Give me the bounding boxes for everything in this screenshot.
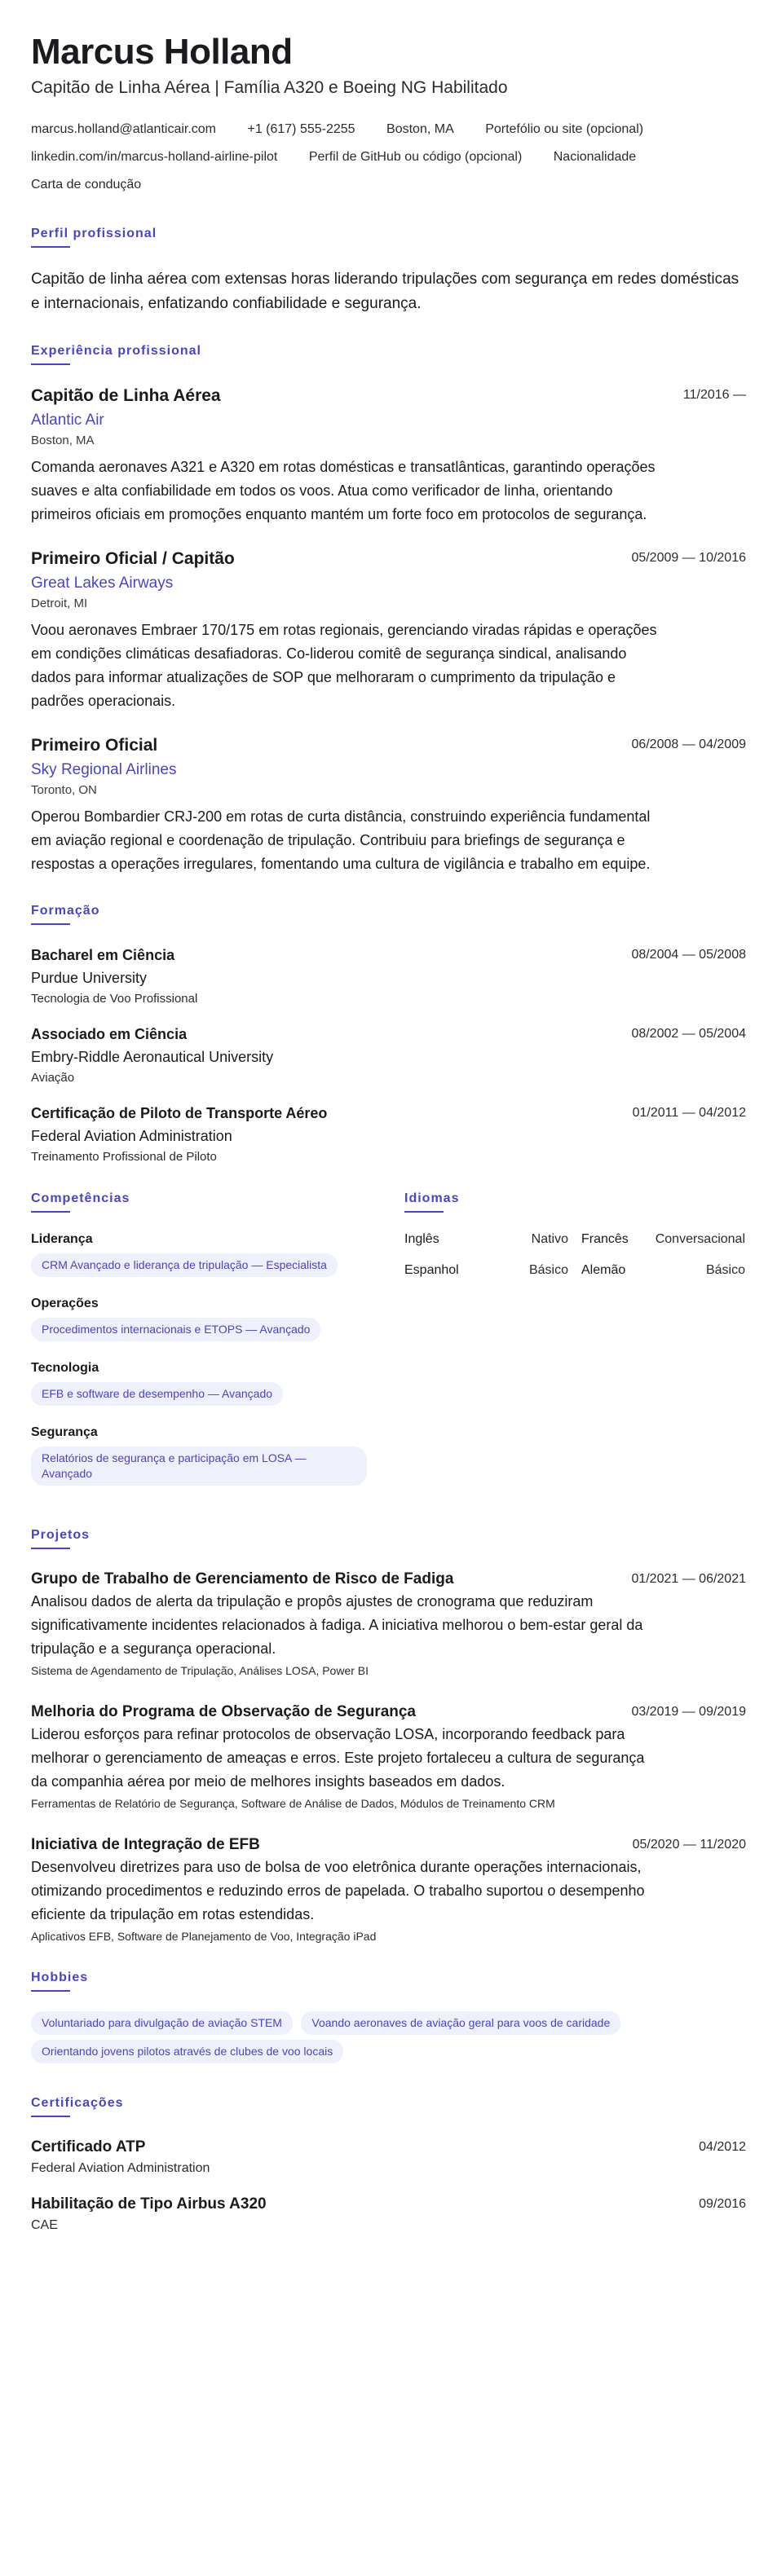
language-item: [581, 1263, 745, 1278]
language-name: Espanhol: [404, 1263, 459, 1277]
project-keywords: Ferramentas de Relatório de Segurança, Software de Análise de Dados, Módulos de Treinamento CRM: [31, 1797, 555, 1810]
skill-group-name: Segurança: [31, 1425, 98, 1439]
education-entry: [31, 1103, 746, 1164]
projects-section: [31, 1528, 746, 1943]
project-dates: 03/2019 — 09/2019: [631, 1705, 746, 1719]
certification-name: Certificado ATP: [31, 2138, 146, 2155]
language-level: Nativo: [531, 1232, 568, 1246]
project-keywords: Aplicativos EFB, Software de Planejamento de Voo, Integração iPad: [31, 1930, 377, 1943]
experience-location: Toronto, ON: [31, 783, 97, 797]
section-title: Experiência profissional: [31, 344, 201, 358]
education-dates: 08/2002 — 05/2004: [631, 1027, 746, 1041]
language-item: [581, 1232, 745, 1247]
contact-location: Boston, MA: [386, 122, 454, 136]
project-dates: 05/2020 — 11/2020: [632, 1838, 746, 1852]
contact-portfolio[interactable]: Portefólio ou site (opcional): [485, 122, 644, 136]
language-item: [404, 1232, 568, 1247]
skills-section: [31, 1191, 372, 1500]
experience-location: Detroit, MI: [31, 597, 88, 610]
education-school: Embry-Riddle Aeronautical University: [31, 1049, 274, 1065]
experience-description: Comanda aeronaves A321 e A320 em rotas domésticas e transatlânticas, garantindo operações suaves e alta confiabilidade em todos os voos. Atua como verificador de linha, orientando primeiros oficiais em promoções enquanto mantém um forte foco em protocolos de segurança.: [31, 459, 656, 522]
skill-group: [31, 1232, 372, 1282]
experience-company: Great Lakes Airways: [31, 575, 174, 592]
skill-group: [31, 1361, 372, 1411]
project-keywords: Sistema de Agendamento de Tripulação, Análises LOSA, Power BI: [31, 1664, 369, 1677]
summary-section: [31, 227, 746, 316]
section-title: Idiomas: [404, 1191, 460, 1205]
project-dates: 01/2021 — 06/2021: [631, 1572, 746, 1586]
section-divider: [31, 923, 70, 925]
skill-group: [31, 1297, 372, 1346]
experience-entry: [31, 734, 746, 876]
contact-github[interactable]: Perfil de GitHub ou código (opcional): [308, 150, 523, 164]
hobby-chip: Voluntariado para divulgação de aviação STEM: [31, 2011, 293, 2035]
education-degree: Associado em Ciência: [31, 1026, 188, 1042]
education-degree: Bacharel em Ciência: [31, 947, 175, 963]
hobby-chip: Orientando jovens pilotos através de clubes de voo locais: [31, 2040, 343, 2063]
education-area: Tecnologia de Voo Profissional: [31, 992, 198, 1006]
candidate-headline: Capitão de Linha Aérea | Família A320 e Boeing NG Habilitado: [31, 78, 508, 97]
skill-chip: EFB e software de desempenho — Avançado: [31, 1382, 283, 1406]
language-level: Conversacional: [655, 1232, 745, 1246]
contact-email[interactable]: marcus.holland@atlanticair.com: [31, 122, 217, 136]
experience-role: Capitão de Linha Aérea: [31, 386, 221, 405]
language-name: Alemão: [581, 1263, 626, 1277]
skill-group-name: Tecnologia: [31, 1361, 99, 1375]
section-divider: [404, 1211, 444, 1213]
experience-section: [31, 344, 746, 876]
certification-issuer: Federal Aviation Administration: [31, 2161, 210, 2175]
certification-date: 09/2016: [699, 2197, 746, 2211]
section-divider: [31, 246, 70, 248]
section-title: Projetos: [31, 1528, 91, 1542]
project-description: Desenvolveu diretrizes para uso de bolsa de voo eletrônica durante operações internacionais, otimizando procedimentos e reduzindo erros de papelada. O trabalho suportou o desempenho eficiente da tripulação em rotas estendidas.: [31, 1859, 645, 1922]
experience-location: Boston, MA: [31, 434, 95, 447]
skill-chip: CRM Avançado e liderança de tripulação — Especialista: [31, 1253, 338, 1277]
section-title: Perfil profissional: [31, 227, 157, 240]
education-area: Aviação: [31, 1071, 75, 1085]
experience-entry: [31, 548, 746, 713]
language-grid: [404, 1232, 745, 1278]
contact-driving-license: Carta de condução: [31, 178, 142, 192]
education-dates: 01/2011 — 04/2012: [632, 1106, 746, 1120]
section-divider: [31, 363, 70, 365]
certification-issuer: CAE: [31, 2218, 58, 2232]
section-title: Formação: [31, 904, 100, 918]
certification-name: Habilitação de Tipo Airbus A320: [31, 2195, 267, 2213]
project-description: Liderou esforços para refinar protocolos de observação LOSA, incorporando feedback para melhorar o gerenciamento de ameaças e erros. Este projeto fortaleceu a cultura de segurança da companhia aérea por meio de melhores insights baseados em dados.: [31, 1726, 645, 1790]
section-title: Hobbies: [31, 1971, 89, 1984]
contact-nationality: Nacionalidade: [553, 150, 637, 164]
experience-role: Primeiro Oficial / Capitão: [31, 549, 235, 568]
experience-dates: 05/2009 — 10/2016: [631, 551, 746, 565]
skill-chip: Relatórios de segurança e participação em LOSA — Avançado: [31, 1447, 367, 1486]
skill-group: [31, 1425, 372, 1486]
education-degree: Certificação de Piloto de Transporte Aéreo: [31, 1105, 328, 1121]
contact-linkedin[interactable]: linkedin.com/in/marcus-holland-airline-pilot: [31, 150, 278, 164]
hobbies-section: [31, 1971, 746, 2068]
language-level: Básico: [705, 1263, 745, 1277]
contact-list: [31, 116, 746, 199]
education-area: Treinamento Profissional de Piloto: [31, 1150, 217, 1164]
language-level: Básico: [528, 1263, 568, 1277]
language-name: Francês: [581, 1232, 629, 1246]
skills-languages-row: [31, 1191, 746, 1500]
project-entry: [31, 1569, 746, 1677]
section-title: Competências: [31, 1191, 130, 1205]
hobby-chips: [31, 2011, 746, 2068]
experience-dates: 06/2008 — 04/2009: [631, 738, 746, 751]
experience-company: Atlantic Air: [31, 412, 104, 429]
experience-description: Voou aeronaves Embraer 170/175 em rotas regionais, gerenciando viradas rápidas e operações em condições climáticas desafiadoras. Co-liderou comitê de segurança sindical, analisando dados para informar atualizações de SOP que melhoraram o cumprimento da tripulação e padrões operacionais.: [31, 622, 657, 709]
section-divider: [31, 1548, 70, 1549]
education-school: Federal Aviation Administration: [31, 1128, 232, 1144]
project-entry: [31, 1834, 746, 1943]
experience-description: Operou Bombardier CRJ-200 em rotas de curta distância, construindo experiência fundamental em aviação regional e coordenação de tripulação. Contribuiu para briefings de segurança e respostas a operações irregulares, fomentando uma cultura de vigilância e trabalho em equipe.: [31, 808, 651, 872]
skill-chip: Procedimentos internacionais e ETOPS — Avançado: [31, 1318, 320, 1341]
education-section: [31, 904, 746, 1164]
education-entry: [31, 945, 746, 1006]
summary-text: Capitão de linha aérea com extensas horas liderando tripulações com segurança em redes domésticas e internacionais, enfatizando confiabilidade e segurança.: [31, 271, 739, 312]
language-name: Inglês: [404, 1232, 439, 1246]
section-divider: [31, 1211, 70, 1213]
resume-header: [31, 31, 746, 199]
skill-group-name: Operações: [31, 1297, 99, 1310]
contact-phone[interactable]: +1 (617) 555-2255: [247, 122, 355, 136]
education-entry: [31, 1024, 746, 1085]
project-entry: [31, 1702, 746, 1810]
skill-group-name: Liderança: [31, 1232, 93, 1246]
section-divider: [31, 1990, 70, 1992]
experience-company: Sky Regional Airlines: [31, 761, 177, 778]
project-name: Iniciativa de Integração de EFB: [31, 1836, 260, 1853]
education-school: Purdue University: [31, 970, 148, 986]
certifications-section: [31, 2096, 746, 2233]
certification-entry: [31, 2194, 746, 2233]
experience-role: Primeiro Oficial: [31, 736, 158, 755]
language-item: [404, 1263, 568, 1278]
certification-date: 04/2012: [699, 2140, 746, 2154]
section-divider: [31, 2116, 70, 2117]
education-dates: 08/2004 — 05/2008: [631, 948, 746, 962]
experience-entry: [31, 385, 746, 526]
project-description: Analisou dados de alerta da tripulação e propôs ajustes de cronograma que reduziram significativamente incidentes relacionados à fadiga. A iniciativa melhorou o bem-estar geral da tripulação e a segurança operacional.: [31, 1593, 643, 1657]
project-name: Grupo de Trabalho de Gerenciamento de Risco de Fadiga: [31, 1570, 454, 1587]
hobby-chip: Voando aeronaves de aviação geral para voos de caridade: [301, 2011, 620, 2035]
certification-entry: [31, 2137, 746, 2176]
section-title: Certificações: [31, 2096, 124, 2110]
project-name: Melhoria do Programa de Observação de Segurança: [31, 1703, 416, 1720]
candidate-name: Marcus Holland: [31, 32, 293, 72]
languages-section: [404, 1191, 745, 1500]
experience-dates: 11/2016 —: [682, 388, 746, 402]
